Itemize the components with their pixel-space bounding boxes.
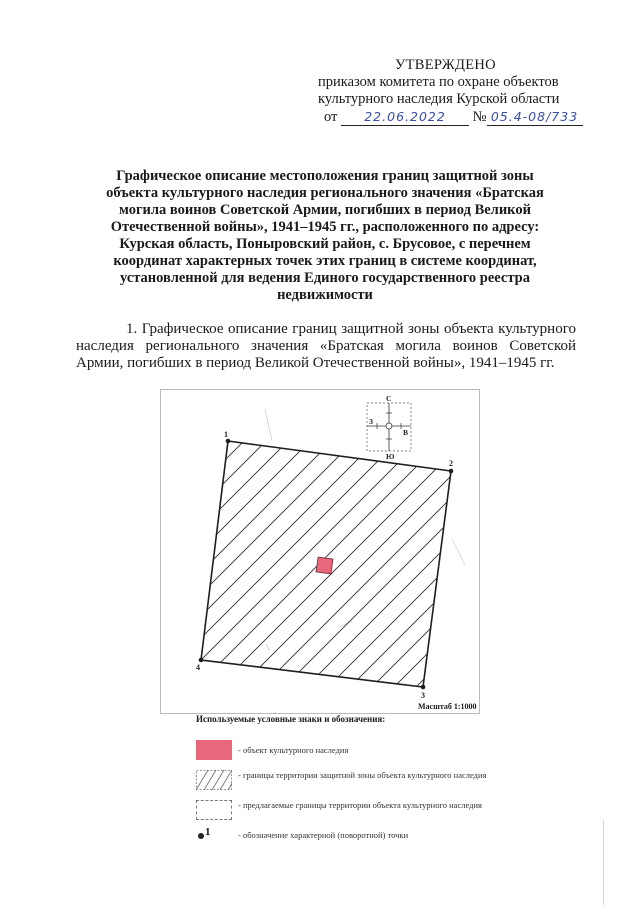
compass-rose [367,394,411,461]
boundary-map-svg [160,389,480,714]
compass-south: Ю [386,452,395,461]
document-title: Графическое описание местоположения границ защитной зоны объекта культурного наследия регионального значения «Братская могила воинов Советской Армии, погибших в период Великой Отечественной войны», 1941–1945 гг., расположенного по адресу: Курская область, Поныровский район, с. Брусовое, с перечнем координат характерных точек этих границ в системе координат, установленной для ведения Единого государственного реестра недвижимости [106,168,544,303]
date-prefix: от [324,109,338,125]
point-2-label: 2 [449,459,453,468]
approval-block [300,57,600,126]
legend-heritage-text: - объект культурного наследия [238,745,349,755]
legend-dashed-swatch [196,800,232,820]
point-3-dot [421,685,426,690]
compass-west: З [369,417,373,426]
point-4-dot [199,658,204,663]
legend-heritage-swatch [196,740,232,760]
margin-line [603,820,604,905]
point-4-label: 4 [196,663,200,672]
number-prefix: № [472,109,487,125]
map-scale: Масштаб 1:1000 [418,702,477,711]
map-frame [161,390,480,714]
legend-proposed-text: - предлагаемые границы территории объекта культурного наследия [238,800,482,810]
point-1-label: 1 [224,430,228,439]
legend-zone-text: - границы территории защитной зоны объекта культурного наследия [238,770,487,780]
legend-hatch-swatch [196,770,232,790]
compass-east: В [403,428,409,437]
approval-line-1: приказом комитета по охране объектов [318,74,559,90]
approval-heading: УТВЕРЖДЕНО [395,57,496,73]
section-paragraph: 1. Графическое описание границ защитной зоны объекта культурного наследия регионального значения «Братская могила воинов Советской Армии, погибших в период Великой Отечественной войны», 1941–1945 гг. [76,321,576,371]
legend-heading: Используемые условные знаки и обозначения: [196,714,386,724]
point-2-dot [449,469,454,474]
legend-point-label: 1 [205,826,211,838]
legend-point-text: - обозначение характерной (поворотной) точки [238,830,409,840]
legend-point-icon [198,833,204,839]
approval-date-line [300,108,600,126]
heritage-object-marker [316,557,333,574]
hatch-lines [160,389,480,714]
date-value: 22.06.2022 [341,108,469,126]
order-number: 05.4-08/733 [487,108,583,126]
approval-line-2: культурного наследия Курской области [318,91,560,107]
boundary-map [160,389,480,719]
background-lines [265,409,465,651]
legend [196,740,496,850]
point-3-label: 3 [421,691,425,700]
point-1-dot [226,439,231,444]
compass-north: С [386,394,392,403]
